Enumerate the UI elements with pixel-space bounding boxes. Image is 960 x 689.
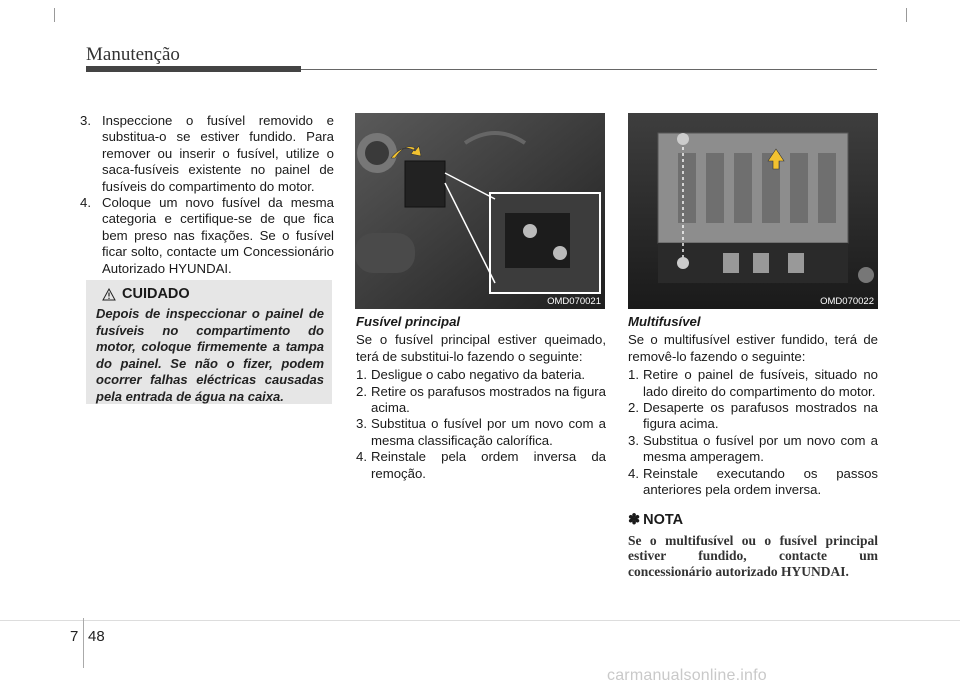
watermark: carmanualsonline.info [607, 667, 767, 684]
figure-caption: OMD070022 [820, 296, 874, 307]
section-intro: Se o fusível principal estiver queimado, terá de substitui-lo fazendo o seguinte: [356, 332, 606, 364]
page-header-title: Manutenção [86, 44, 180, 65]
list-item: 4. Reinstale executando os passos anteriores pela ordem inversa. [628, 465, 878, 498]
column-middle [356, 314, 606, 482]
caution-box [86, 280, 332, 404]
main-fuse-photo [355, 113, 605, 309]
caution-text: Depois de inspeccionar o painel de fusíveis no compartimento do motor, coloque firmemente a tampa do painel. Se não o fizer, podem ocorrer falhas eléctricas causadas pela entrada de água na caixa. [96, 306, 324, 404]
section-title-multifuse: Multifusível [628, 314, 701, 329]
crop-mark [40, 8, 55, 22]
list-item: 4. Reinstale pela ordem inversa da remoção. [356, 449, 606, 481]
list-item: 1. Retire o painel de fusíveis, situado no lado direito do compartimento do motor. [628, 367, 878, 399]
steps-list [80, 113, 334, 277]
footer-divider [83, 618, 84, 668]
list-item: 4. Coloque um novo fusível da mesma categoria e certifique-se de que fica bem preso nas fixações. Se o fusível ficar solto, contacte um Concessionário Autorizado HYUNDAI. [80, 195, 334, 276]
note-header [628, 512, 878, 528]
list-item: 1. Desligue o cabo negativo da bateria. [356, 367, 586, 383]
footer-rule [0, 620, 960, 621]
note-text: Se o multifusível ou o fusível principal estiver fundido, contacte um concessionário autorizado HYUNDAI. [628, 532, 878, 579]
caution-title: CUIDADO [122, 286, 190, 302]
header-bar [86, 66, 301, 72]
column-left [80, 113, 334, 277]
list-item: 2. Retire os parafusos mostrados na figura acima. [356, 383, 606, 416]
chapter-number: 7 [70, 628, 79, 645]
column-right [628, 314, 878, 579]
fuse-panel-illustration [628, 113, 878, 309]
list-item: 3. Substitua o fusível por um novo com a mesma amperagem. [628, 432, 878, 465]
section-intro: Se o multifusível estiver fundido, terá de removê-lo fazendo o seguinte: [628, 332, 878, 364]
section-title-main-fuse: Fusível principal [356, 314, 461, 329]
steps-list [628, 367, 878, 498]
page-number: 48 [88, 628, 105, 645]
crop-mark [906, 8, 921, 22]
list-item: 3. Substitua o fusível por um novo com a mesma classificação calorífica. [356, 416, 606, 448]
list-item: 2. Desaperte os parafusos mostrados na figura acima. [628, 400, 878, 432]
steps-list [356, 367, 606, 482]
list-item: 3. Inspeccione o fusível removido e substitua-o se estiver fundido. Para remover ou inserir o fusível, utilize o saca-fusíveis existente no painel de fusíveis do compartimento do motor. [80, 113, 334, 194]
note-asterisk-icon: ✽ [628, 512, 641, 529]
figure-caption: OMD070021 [547, 296, 601, 307]
caution-header [102, 286, 324, 302]
multifuse-photo [628, 113, 878, 309]
note-title: NOTA [643, 512, 684, 529]
warning-triangle-icon [102, 288, 116, 301]
engine-bay-illustration [355, 113, 605, 309]
header-rule [301, 69, 877, 70]
